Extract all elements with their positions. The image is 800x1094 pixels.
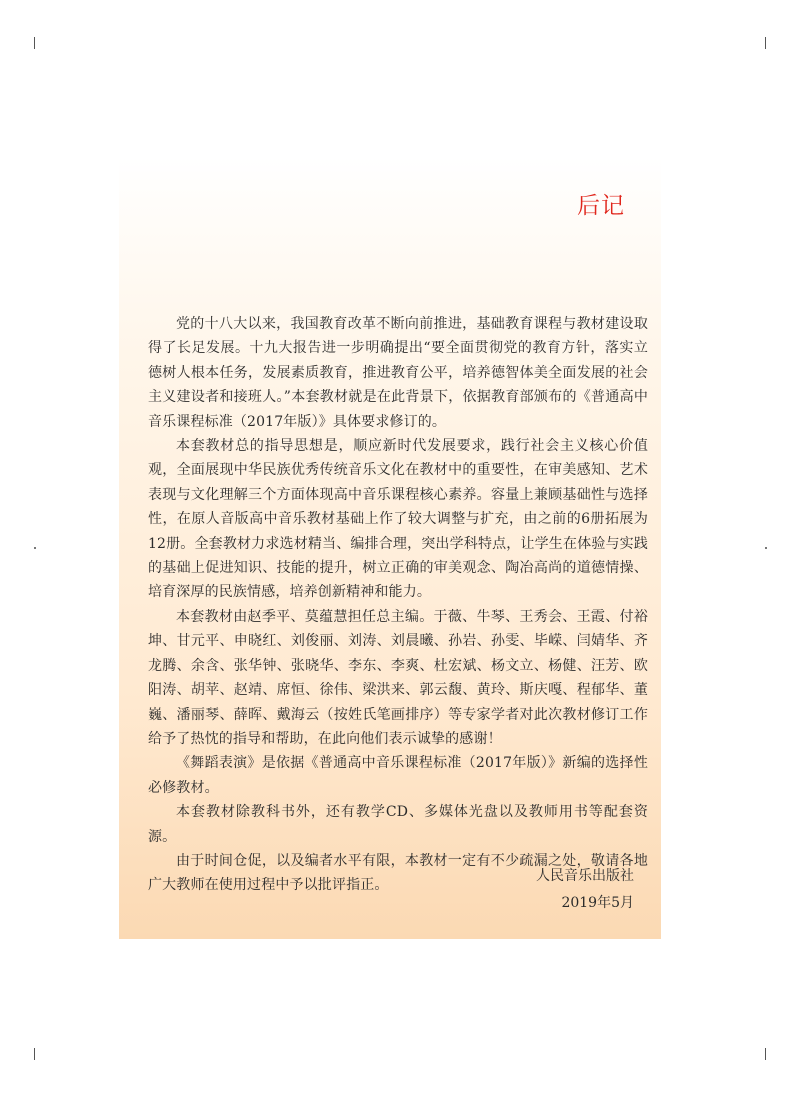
paragraph-background: 党的十八大以来，我国教育改革不断向前推进，基础教育课程与教材建设取得了长足发展。十九大报告进一步明确提出“要全面贯彻党的教育方针，落实立德树人根本任务，发展素质教育，推进教育公平，培养德智体美全面发展的社会主义建设者和接班人。”本套教材就是在此背景下，依据教育部颁布的《普通高中音乐课程标准（2017年版）》具体要求修订的。 (148, 316, 648, 430)
paragraph-resources: 本套教材除教科书外，还有教学CD、多媒体光盘以及教师用书等配套资源。 (148, 804, 648, 845)
registration-dot-left (34, 547, 36, 549)
publisher-signature: 人民音乐出版社 (536, 868, 634, 884)
crop-mark-bottom-left (34, 1048, 35, 1060)
crop-mark-top-right (765, 37, 766, 49)
paragraph-closing: 由于时间仓促，以及编者水平有限，本教材一定有不少疏漏之处，敬请各地广大教师在使用过程中予以批评指正。 (148, 852, 648, 894)
afterword-body (148, 312, 648, 898)
paragraph-guiding-principle: 本套教材总的指导思想是，顺应新时代发展要求，践行社会主义核心价值观，全面展现中华民族优秀传统音乐文化在教材中的重要性，在审美感知、艺术表现与文化理解三个方面体现高中音乐课程核心素养。容量上兼顾基础性与选择性，在原人音版高中音乐教材基础上作了较大调整与扩充，由之前的6册拓展为12册。全套教材力求选材精当、编排合理，突出学科特点，让学生在体验与实践的基础上促进知识、技能的提升，树立正确的审美观念、陶冶高尚的道德情操、培育深厚的民族情感，培养创新精神和能力。 (148, 438, 648, 601)
paragraph-textbook-note: 《舞蹈表演》是依据《普通高中音乐课程标准（2017年版）》新编的选择性必修教材。 (148, 755, 648, 796)
signature-date: 2019年5月 (561, 895, 634, 911)
page-title: 后记 (577, 193, 625, 219)
paragraph-acknowledgements: 本套教材由赵季平、莫蕴慧担任总主编。于薇、牛琴、王秀会、王霞、付裕坤、甘元平、申晓红、刘俊丽、刘涛、刘晨曦、孙岩、孙雯、毕嵘、闫婧华、齐龙腾、余含、张华钟、张晓华、李东、李爽、杜宏斌、杨文立、杨健、汪芳、欧阳涛、胡苹、赵靖、席恒、徐伟、梁洪来、郭云馥、黄玲、斯庆嘎、程郁华、董巍、潘丽琴、薛晖、戴海云（按姓氏笔画排序）等专家学者对此次教材修订工作给予了热忱的指导和帮助，在此向他们表示诚挚的感谢！ (148, 608, 648, 747)
registration-dot-right (765, 547, 767, 549)
crop-mark-bottom-right (765, 1048, 766, 1060)
crop-mark-top-left (34, 37, 35, 49)
